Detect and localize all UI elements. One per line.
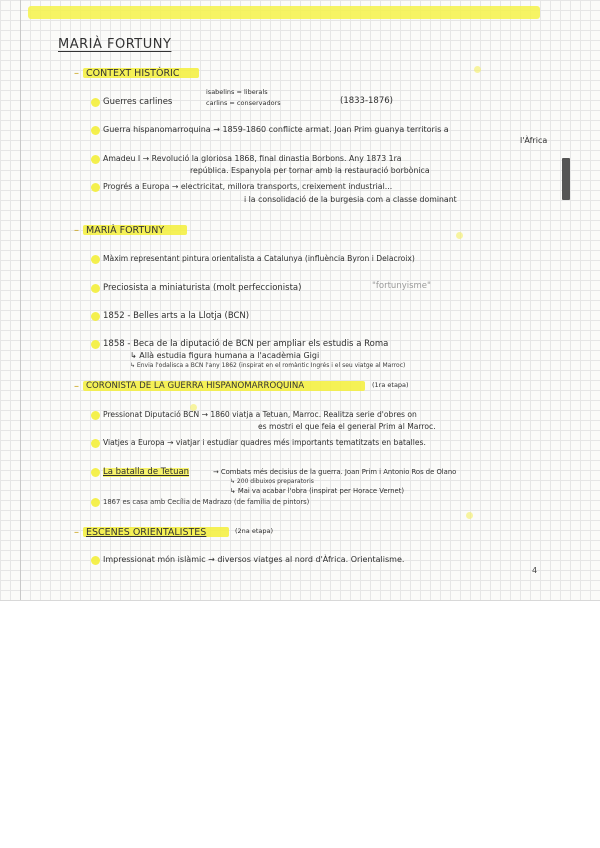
note-batalla-line1: → Combats més decisius de la guerra. Joan Prim i Antonio Ros de Olano [213, 468, 457, 476]
note-guerres-branch-bottom: carlins = conservadors [206, 99, 281, 107]
bullet-mark [91, 439, 100, 448]
note-amadeu-line2: república. Espanyola per tornar amb la restauració borbònica [190, 166, 430, 175]
highlighter-dot [474, 66, 481, 73]
note-pressionat-line2: es mostri el que feia el general Prim al Marroc. [258, 422, 436, 431]
bullet-mark [91, 312, 100, 321]
bullet-mark [91, 155, 100, 164]
section-heading-fortuny: MARIÀ FORTUNY [86, 225, 165, 236]
note-guerres-dates: (1833-1876) [340, 96, 393, 106]
note-preciosista: Preciosista a miniaturista (molt perfeccionista) [103, 283, 302, 293]
note-progres-line2: i la consolidació de la burgesia com a classe dominant [244, 195, 457, 204]
note-batalla-title: La batalla de Tetuan [103, 467, 190, 477]
note-impressionat: Impressionat món islàmic → diversos viatges al nord d'Àfrica. Orientalisme. [103, 555, 405, 564]
highlighter-dot [456, 232, 463, 239]
section-dash: – [74, 527, 79, 538]
page-number: 4 [532, 566, 538, 575]
note-beca-line1: 1858 - Beca de la diputació de BCN per ampliar els estudis a Roma [103, 339, 389, 349]
top-highlight-stroke [28, 6, 540, 19]
note-viatjes: Viatjes a Europa → viatjar i estudiar quadres més importants tematitzats en batalles. [103, 438, 426, 447]
section-heading-escenes: ESCENES ORIENTALISTES [86, 527, 207, 538]
note-casa: 1867 es casa amb Cecília de Madrazo (de família de pintors) [103, 498, 310, 506]
note-amadeu-line1: Amadeu I → Revolució la gloriosa 1868, final dinastia Borbons. Any 1873 1ra [103, 154, 402, 163]
margin-line [20, 0, 21, 600]
bullet-mark [91, 340, 100, 349]
section-stage-escenes: (2na etapa) [235, 527, 274, 535]
note-hispano-line2: l'Àfrica [520, 136, 548, 145]
highlighter-dot [466, 512, 473, 519]
note-beca-line2: ↳ Allà estudia figura humana a l'acadèmia Gigi [130, 351, 320, 360]
section-stage-coronista: (1ra etapa) [372, 381, 409, 389]
section-heading-coronista: CORONISTA DE LA GUERRA HISPANOMARROQUINA [86, 381, 305, 391]
bullet-mark [91, 183, 100, 192]
note-beca-line3: ↳ Envia l'odalisca a BCN l'any 1862 (inspirat en el romàntic Ingrés i el seu viatge al Marroc) [130, 362, 406, 369]
section-heading-context: CONTEXT HISTÒRIC [86, 68, 180, 79]
note-belles-arts: 1852 - Belles arts a la Llotja (BCN) [103, 311, 250, 321]
note-maxim: Màxim representant pintura orientalista a Catalunya (influència Byron i Delacroix) [103, 254, 415, 263]
page-title: MARIÀ FORTUNY [58, 37, 172, 52]
bullet-mark [91, 284, 100, 293]
bullet-mark [91, 556, 100, 565]
note-fortunyisme: "fortunyisme" [372, 281, 431, 291]
section-dash: – [74, 381, 79, 392]
bullet-mark [91, 255, 100, 264]
bullet-mark [91, 498, 100, 507]
bullet-mark [91, 98, 100, 107]
bullet-mark [91, 411, 100, 420]
bullet-mark [91, 468, 100, 477]
side-tab-mark [562, 158, 570, 200]
bullet-mark [91, 126, 100, 135]
note-batalla-line2: ↳ 200 dibuixos preparatoris [230, 478, 314, 485]
section-dash: – [74, 68, 79, 79]
note-batalla-line3: ↳ Mai va acabar l'obra (inspirat per Horace Vernet) [230, 487, 405, 495]
note-guerres-branch-top: isabelins = liberals [206, 88, 268, 96]
note-hispano-line1: Guerra hispanomarroquina → 1859-1860 conflicte armat. Joan Prim guanya territoris a [103, 125, 449, 134]
note-progres-line1: Progrés a Europa → electricitat, millora transports, creixement industrial... [103, 182, 393, 191]
section-dash: – [74, 225, 79, 236]
note-pressionat-line1: Pressionat Diputació BCN → 1860 viatja a Tetuan, Marroc. Realitza serie d'obres on [103, 410, 417, 419]
note-guerres: Guerres carlines [103, 97, 173, 107]
